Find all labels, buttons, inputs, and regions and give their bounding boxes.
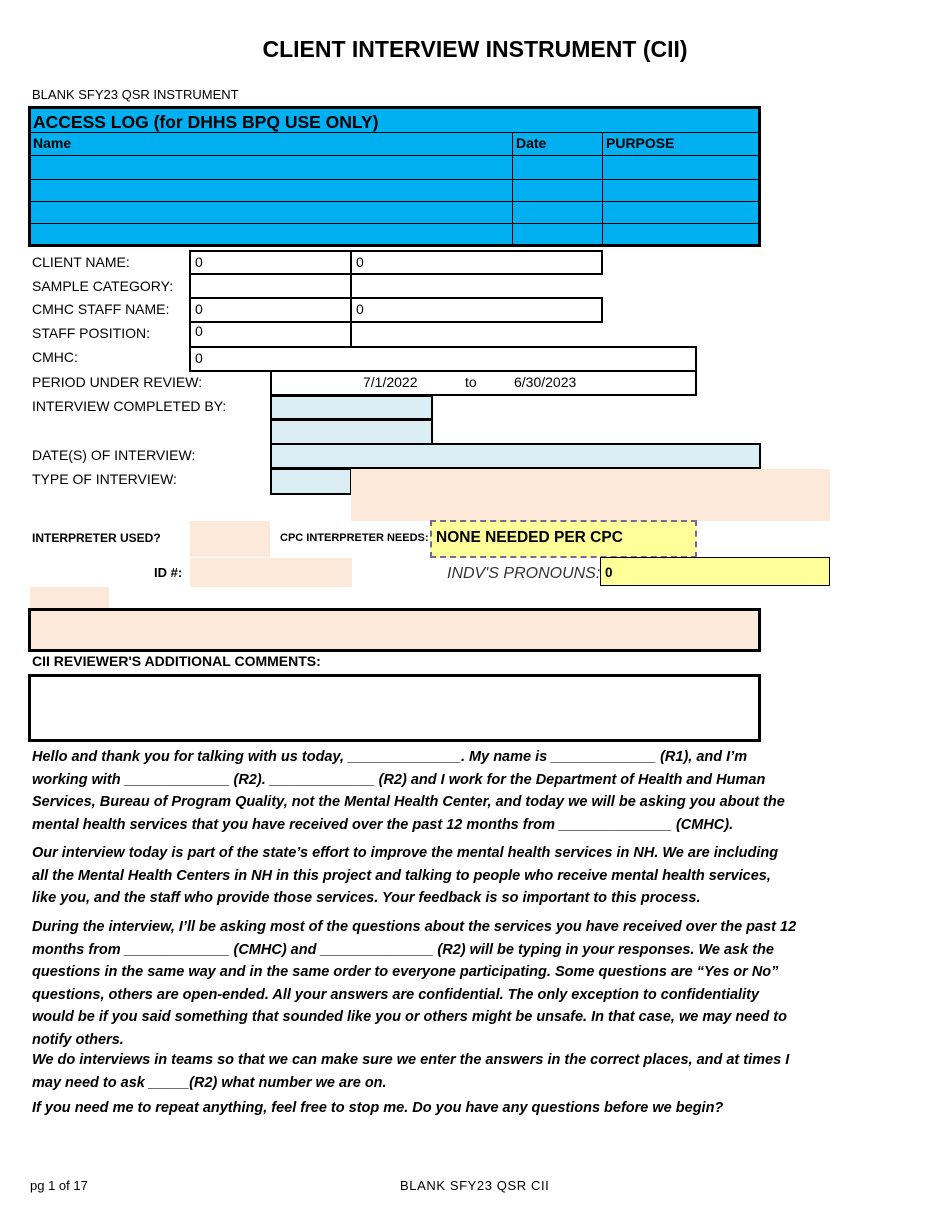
sample-category-field[interactable]: [189, 274, 352, 298]
staff-name-field[interactable]: 0: [189, 297, 352, 323]
notes-field[interactable]: [28, 608, 761, 652]
intro-line: questions, others are open-ended. All your answers are confidential. The only exception to confidentiality: [32, 986, 760, 1003]
intro-line: If you need me to repeat anything, feel free to stop me. Do you have any questions before we begin?: [32, 1100, 724, 1116]
cpc-needs-field[interactable]: NONE NEEDED PER CPC: [430, 520, 697, 558]
document-subtitle: BLANK SFY23 QSR INSTRUMENT: [32, 87, 239, 102]
client-name-field-2[interactable]: 0: [350, 250, 603, 275]
type-notes-field[interactable]: [351, 469, 830, 521]
pronouns-label: INDV'S PRONOUNS:: [447, 565, 601, 582]
access-log-name-cell[interactable]: [31, 202, 512, 223]
type-label: TYPE OF INTERVIEW:: [32, 471, 177, 487]
footer-center: BLANK SFY23 QSR CII: [400, 1178, 550, 1193]
client-name-label: CLIENT NAME:: [32, 254, 130, 270]
intro-line: We do interviews in teams so that we can make sure we enter the answers in the correct places, and at times I: [32, 1052, 790, 1068]
dates-field[interactable]: [270, 443, 761, 469]
access-log-col-date: Date: [516, 135, 547, 151]
period-to: to: [465, 374, 477, 390]
staff-position-label: STAFF POSITION:: [32, 325, 150, 341]
type-field[interactable]: [270, 468, 352, 495]
sample-category-label: SAMPLE CATEGORY:: [32, 278, 174, 294]
period-field: [270, 370, 697, 396]
intro-line: mental health services that you have received over the past 12 months from ______________ (CMHC).: [32, 816, 734, 833]
page-number: pg 1 of 17: [30, 1178, 88, 1193]
intro-line: During the interview, I’ll be asking most of the questions about the services you have received over the past 12: [32, 919, 797, 935]
interpreter-field[interactable]: [190, 521, 270, 557]
cmhc-label: CMHC:: [32, 349, 78, 365]
staff-name-field-2[interactable]: 0: [350, 297, 603, 323]
intro-line: all the Mental Health Centers in NH in this project and talking to people who receive mental health services,: [32, 867, 771, 884]
period-label: PERIOD UNDER REVIEW:: [32, 374, 203, 390]
period-start: 7/1/2022: [363, 374, 418, 390]
period-end: 6/30/2023: [514, 374, 577, 390]
interpreter-label: INTERPRETER USED?: [32, 531, 161, 545]
comments-field[interactable]: [28, 674, 761, 742]
access-log-table: [28, 106, 761, 247]
staff-position-field[interactable]: 0: [189, 321, 352, 347]
intro-line: like you, and the staff who provide those services. Your feedback is so important to this process.: [32, 890, 701, 906]
access-log-name-cell[interactable]: [31, 224, 512, 244]
completed-by-field-1[interactable]: [270, 395, 433, 420]
intro-paragraph-4: [32, 1049, 932, 1094]
intro-line: working with _____________ (R2). _____________ (R2) and I work for the Department of Health and Human: [32, 771, 766, 788]
dates-label: DATE(S) OF INTERVIEW:: [32, 447, 196, 463]
intro-line: notify others.: [32, 1031, 124, 1048]
access-log-name-cell[interactable]: [31, 156, 512, 179]
intro-paragraph-2: [32, 842, 932, 910]
completed-by-label: INTERVIEW COMPLETED BY:: [32, 398, 227, 414]
staff-name-label: CMHC STAFF NAME:: [32, 301, 170, 317]
intro-line: months from _____________ (CMHC) and ______________ (R2) will be typing in your responses. We ask the: [32, 941, 774, 958]
access-log-heading: ACCESS LOG (for DHHS BPQ USE ONLY): [33, 112, 379, 132]
intro-paragraph-5: [32, 1097, 932, 1120]
cpc-needs-label: CPC INTERPRETER NEEDS:: [280, 532, 429, 544]
completed-by-field-2[interactable]: [270, 419, 433, 445]
access-log-col-name: Name: [33, 135, 72, 151]
intro-line: Our interview today is part of the state’s effort to improve the mental health services in NH. We are including: [32, 845, 779, 861]
intro-line: would be if you said something that sounded like you or others might be unsafe. In that case, we may need to: [32, 1009, 787, 1025]
comments-label: CII REVIEWER'S ADDITIONAL COMMENTS:: [32, 653, 321, 669]
id-field[interactable]: [190, 558, 352, 587]
client-name-field[interactable]: 0: [189, 250, 352, 275]
intro-paragraph-3: [32, 916, 932, 1051]
cmhc-field[interactable]: 0: [189, 346, 697, 372]
intro-line: questions in the same way and in the same order to everyone participating. Some questions are “Yes or No”: [32, 964, 779, 980]
intro-line: Services, Bureau of Program Quality, not the Mental Health Center, and today we will be asking you about the: [32, 794, 785, 810]
id-label: ID #:: [154, 565, 183, 580]
pronouns-field[interactable]: 0: [600, 557, 830, 586]
peach-marker: [30, 587, 109, 609]
access-log-col-purpose: PURPOSE: [606, 135, 675, 151]
intro-line: may need to ask _____(R2) what number we are on.: [32, 1074, 387, 1091]
intro-paragraph-1: [32, 746, 932, 836]
page-title: CLIENT INTERVIEW INSTRUMENT (CII): [262, 36, 688, 62]
intro-line: Hello and thank you for talking with us today, ______________. My name is _____________ (R1), and I’m: [32, 749, 748, 765]
access-log-name-cell[interactable]: [31, 180, 512, 201]
